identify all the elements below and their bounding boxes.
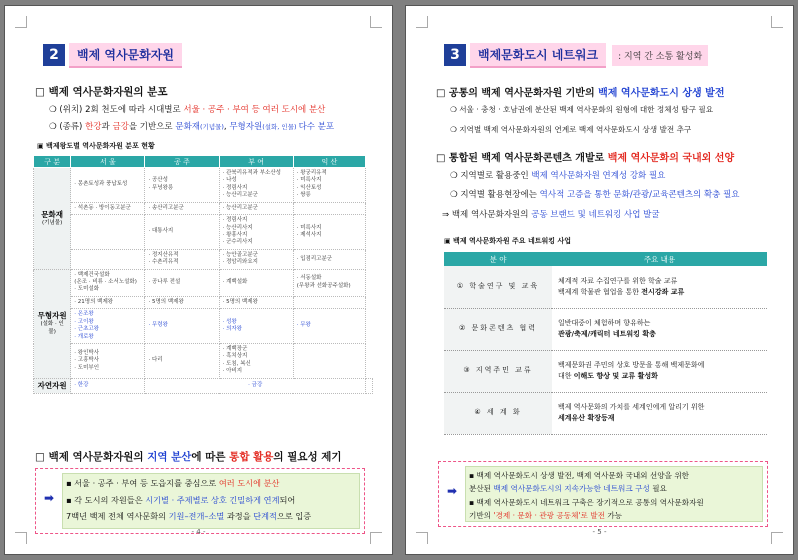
summary-line bbox=[66, 495, 295, 506]
text: ⇒ 백제 역사문화자원의 bbox=[442, 210, 532, 220]
emphasis: 금강 bbox=[112, 122, 129, 132]
table-row bbox=[444, 266, 767, 308]
bullet-content bbox=[450, 188, 740, 200]
networking-table bbox=[444, 252, 767, 435]
table-cell: · 왕궁리유적 · 미륵사지 · 익산토성 · 쌍릉 bbox=[293, 168, 365, 203]
heading-promotion bbox=[436, 149, 734, 164]
section-number: 2 bbox=[43, 44, 65, 66]
content-line bbox=[558, 413, 761, 424]
category-sub: (기념물) bbox=[42, 219, 63, 226]
text: 을 기반으로 bbox=[128, 122, 176, 132]
bullet-brand bbox=[442, 208, 660, 220]
col-header: 분 야 bbox=[444, 252, 552, 266]
field-cell: ① 학술연구 및 교육 bbox=[444, 266, 552, 308]
heading-coprosperity bbox=[436, 84, 724, 99]
table-row bbox=[34, 296, 373, 308]
emphasis: 관광/축제/캐릭터 네트워킹 확충 bbox=[558, 330, 656, 338]
bullet-type bbox=[49, 120, 334, 132]
heading-need bbox=[35, 449, 342, 464]
table-cell: · 송산리고분군 bbox=[145, 202, 219, 214]
text: 에 따른 bbox=[191, 451, 230, 463]
summary-line: ▪ 백제 역사문화도시 네트워크 구축은 장기적으로 공통의 역사문화자원 bbox=[469, 498, 704, 507]
summary-box bbox=[35, 468, 365, 534]
table-cell: · 성왕 · 의자왕 bbox=[219, 309, 293, 344]
text: 으로 입증 bbox=[276, 511, 312, 521]
table-cell: · 백제건국설화 (온조 · 비류 · 소서노설화) · 도미설화 bbox=[71, 269, 145, 296]
table-caption: ▣ 백제 역사문화자원 주요 네트워킹 사업 bbox=[444, 237, 571, 245]
distribution-table bbox=[33, 155, 373, 394]
heading-distribution: □ 백제 역사문화자원의 분포 bbox=[35, 86, 168, 98]
section-title bbox=[43, 44, 182, 66]
text: 백제계 학물관 협업을 통한 bbox=[558, 287, 642, 296]
table-cell bbox=[293, 344, 365, 379]
field-cell: ④ 세 계 화 bbox=[444, 392, 552, 434]
text: 의 필요성 제기 bbox=[273, 451, 342, 463]
table-cell: · 무령왕 bbox=[145, 309, 219, 344]
table-row bbox=[34, 202, 373, 214]
page-5 bbox=[405, 5, 794, 555]
category-label: 자연자원 bbox=[37, 380, 67, 390]
text: 과정을 bbox=[224, 511, 254, 521]
emphasis: 전시강좌 교류 bbox=[641, 287, 685, 296]
text: 분산된 bbox=[469, 484, 494, 493]
table-cell: · 미륵사지 · 제석사지 bbox=[293, 215, 365, 250]
category-cell bbox=[34, 269, 71, 378]
section-label: 백제 역사문화자원 bbox=[69, 43, 182, 68]
col-header: 서 울 bbox=[71, 156, 145, 168]
emphasis: 서울 · 공주 · 부여 등 여러 도시에 분산 bbox=[183, 105, 326, 115]
category-cell bbox=[34, 168, 71, 270]
table-cell: · 몽촌토성과 풍납토성 bbox=[71, 168, 145, 203]
category-sub: (설화 · 인물) bbox=[40, 321, 64, 335]
summary-line bbox=[66, 511, 311, 522]
table-cell: · 정림사지 · 능산리사지 · 왕흥사지 · 군수리사지 bbox=[219, 215, 293, 250]
text: 기반의 bbox=[469, 511, 494, 520]
text: 필요 bbox=[649, 484, 667, 493]
emphasis: 문화재 bbox=[175, 122, 200, 132]
table-cell bbox=[71, 249, 145, 269]
arrow-icon: ➡ bbox=[44, 491, 55, 505]
text: ❍ (종류) bbox=[49, 122, 86, 132]
table-cell: · 21명의 백제왕 bbox=[71, 296, 145, 308]
note: (설화, 인물) bbox=[262, 123, 299, 131]
table-cell: · 능산리고분군 bbox=[219, 202, 293, 214]
category-label: 무형자원 bbox=[37, 311, 67, 321]
text: , bbox=[223, 122, 230, 132]
content-line: 백제문화권 주민의 상호 방문을 통해 백제문화에 bbox=[558, 360, 705, 369]
table-cell: · 능안골고분군 · 정암리와요지 bbox=[219, 249, 293, 269]
emphasis: 기원–전개–소멸 bbox=[168, 511, 225, 521]
emphasis: 시기별 · 주제별로 상호 긴밀하게 연계 bbox=[145, 495, 280, 505]
emphasis: 이해도 향상 및 교류 활성화 bbox=[573, 372, 658, 380]
table-cell: · 석촌동 · 방이동고분군 bbox=[71, 202, 145, 214]
bullet-linkage: ❍ 지역별 백제 역사문화자원의 연계로 백제 역사문화도시 상생 발전 추구 bbox=[450, 125, 692, 134]
emphasis: 여러 도시에 분산 bbox=[218, 478, 280, 488]
col-header: 부 여 bbox=[219, 156, 293, 168]
bullet-location bbox=[49, 103, 325, 115]
table-caption: ▣ 백제왕도별 역사문화자원 분포 현황 bbox=[37, 142, 155, 150]
table-row bbox=[34, 249, 373, 269]
col-header: 주요 내용 bbox=[552, 252, 767, 266]
emphasis: 백제 역사문화도시 상생 발전 bbox=[598, 88, 725, 99]
col-header: 공 주 bbox=[145, 156, 219, 168]
text: ▪ 서울 · 공주 · 부여 등 도읍지를 중심으로 bbox=[66, 478, 219, 488]
text: 되어 bbox=[279, 495, 296, 505]
category-label: 문화재 bbox=[41, 209, 64, 219]
table-header-row bbox=[444, 252, 767, 266]
section-number: 3 bbox=[444, 44, 466, 66]
content-line: 백제 역사문화의 가치를 세계인에게 알리기 위한 bbox=[558, 402, 705, 411]
table-row bbox=[444, 308, 767, 350]
table-cell: · 왕인박사 · 고흥박사 · 도미부인 bbox=[71, 344, 145, 379]
table-cell: · 5명의 백제왕 bbox=[145, 296, 219, 308]
page-4 bbox=[4, 5, 393, 555]
content-cell bbox=[552, 266, 767, 308]
table-cell: · 관북리유적과 부소산성 · 나성 · 정림사지 · 능산리고분군 bbox=[219, 168, 293, 203]
table-row bbox=[444, 350, 767, 392]
table-cell: · 5명의 백제왕 bbox=[219, 296, 293, 308]
summary-line bbox=[469, 483, 667, 494]
table-row bbox=[34, 344, 373, 379]
arrow-icon: ➡ bbox=[447, 484, 458, 498]
text: □ 백제 역사문화자원의 bbox=[35, 451, 148, 463]
field-cell: ③ 지역주민 교류 bbox=[444, 350, 552, 392]
note: (기념물) bbox=[200, 123, 224, 131]
section-subtitle: : 지역 간 소통 활성화 bbox=[612, 45, 708, 66]
bullet-identity: ❍ 서울 · 충청 · 호남권에 분산된 백제 역사문화의 원형에 대한 정체성 탐구 필요 bbox=[450, 105, 714, 114]
table-cell: · 계백장군 · 흑치상지 · 도침, 복신 · 아비지 bbox=[219, 344, 293, 379]
emphasis: 역사적 고증을 통한 문화/관광/교육콘텐츠의 확충 필요 bbox=[539, 190, 740, 200]
content-cell bbox=[552, 392, 767, 434]
text: □ 공통의 백제 역사문화자원 기반의 bbox=[436, 88, 599, 99]
table-cell: · 입점리고분군 bbox=[293, 249, 365, 269]
text: 7백년 백제 전체 역사문화의 bbox=[66, 511, 169, 521]
table-row bbox=[34, 269, 373, 296]
text: ❍ 지역별로 활용중인 bbox=[450, 171, 532, 181]
content-cell bbox=[552, 308, 767, 350]
emphasis: '경제 · 문화 · 관광 공동체'로 발전 bbox=[493, 511, 605, 520]
table-row bbox=[34, 215, 373, 250]
table-cell bbox=[293, 296, 365, 308]
crop-mark bbox=[370, 16, 382, 28]
emphasis: 단계적 bbox=[253, 511, 277, 521]
crop-mark bbox=[416, 16, 428, 28]
table-row bbox=[444, 392, 767, 434]
content-cell bbox=[552, 350, 767, 392]
table-cell: · 공나루 전설 bbox=[145, 269, 219, 296]
table-header-row bbox=[34, 156, 373, 168]
section-label: 백제문화도시 네트워크 bbox=[470, 43, 606, 68]
col-header: 구 분 bbox=[34, 156, 71, 168]
bullet-region-use bbox=[450, 169, 665, 181]
text: □ 통합된 백제 역사문화콘텐츠 개발로 bbox=[436, 153, 608, 164]
table-cell: · 다리 bbox=[145, 344, 219, 379]
emphasis: 한강 bbox=[85, 122, 102, 132]
section-title bbox=[444, 44, 708, 66]
table-cell: · 금강 bbox=[145, 378, 366, 393]
table-cell: · 서동설화 (무왕과 선화공주설화) bbox=[293, 269, 365, 296]
table-cell: · 공산성 · 무녕왕릉 bbox=[145, 168, 219, 203]
emphasis: 공동 브랜드 및 네트워킹 사업 발굴 bbox=[531, 210, 660, 220]
content-line bbox=[558, 287, 761, 298]
summary-line bbox=[66, 478, 279, 489]
text: ▪ 각 도시의 자원들은 bbox=[66, 495, 146, 505]
text: ❍ 지역별 활용현장에는 bbox=[450, 190, 540, 200]
category-cell bbox=[34, 378, 71, 393]
crop-mark bbox=[15, 16, 27, 28]
table-cell: · 한강 bbox=[71, 378, 145, 393]
emphasis: 백제 역사문화의 국내외 선양 bbox=[607, 153, 735, 164]
text: 과 bbox=[101, 122, 113, 132]
emphasis: 통합 활용 bbox=[229, 451, 274, 463]
summary-line bbox=[469, 510, 622, 521]
emphasis: 다수 분포 bbox=[298, 122, 335, 132]
table-row bbox=[34, 309, 373, 344]
page-number: - 5 - bbox=[592, 528, 607, 536]
content-line: 일반대중이 체험하며 향유하는 bbox=[558, 318, 651, 327]
field-cell: ② 문화콘텐츠 협력 bbox=[444, 308, 552, 350]
table-cell: · 정지산유적 · 수촌리유적 bbox=[145, 249, 219, 269]
table-cell bbox=[293, 202, 365, 214]
content-line bbox=[558, 371, 761, 382]
emphasis: 백제 역사문화도시의 지속가능한 네트워크 구성 bbox=[493, 484, 650, 493]
content-line: 체계적 자료 수집연구를 위한 학술 교류 bbox=[558, 276, 678, 285]
table-cell: · 대통사지 bbox=[145, 215, 219, 250]
text: ❍ (위치) 2회 천도에 따라 시대별로 bbox=[49, 105, 184, 115]
text: 가능 bbox=[604, 511, 623, 520]
summary-box bbox=[438, 461, 768, 527]
table-cell: · 무왕 bbox=[293, 309, 365, 344]
emphasis: 세계유산 확장등재 bbox=[558, 414, 615, 422]
table-cell: · 계백설화 bbox=[219, 269, 293, 296]
text: 대한 bbox=[558, 372, 574, 380]
emphasis: 지역 분산 bbox=[147, 451, 192, 463]
summary-line: ▪ 백제 역사문화도시 상생 발전, 백제 역사문화 국내외 선양을 위한 bbox=[469, 471, 690, 480]
emphasis: 무형자원 bbox=[229, 122, 263, 132]
content-line bbox=[558, 329, 761, 340]
table-row bbox=[34, 168, 373, 203]
table-cell bbox=[71, 215, 145, 250]
emphasis: 백제 역사문화자원 연계성 강화 필요 bbox=[531, 171, 666, 181]
table-cell: · 온조왕 · 고이왕 · 근초고왕 · 개로왕 bbox=[71, 309, 145, 344]
col-header: 익 산 bbox=[293, 156, 365, 168]
crop-mark bbox=[771, 16, 783, 28]
page-number: - 4 - bbox=[191, 528, 206, 536]
table-row bbox=[34, 378, 373, 393]
